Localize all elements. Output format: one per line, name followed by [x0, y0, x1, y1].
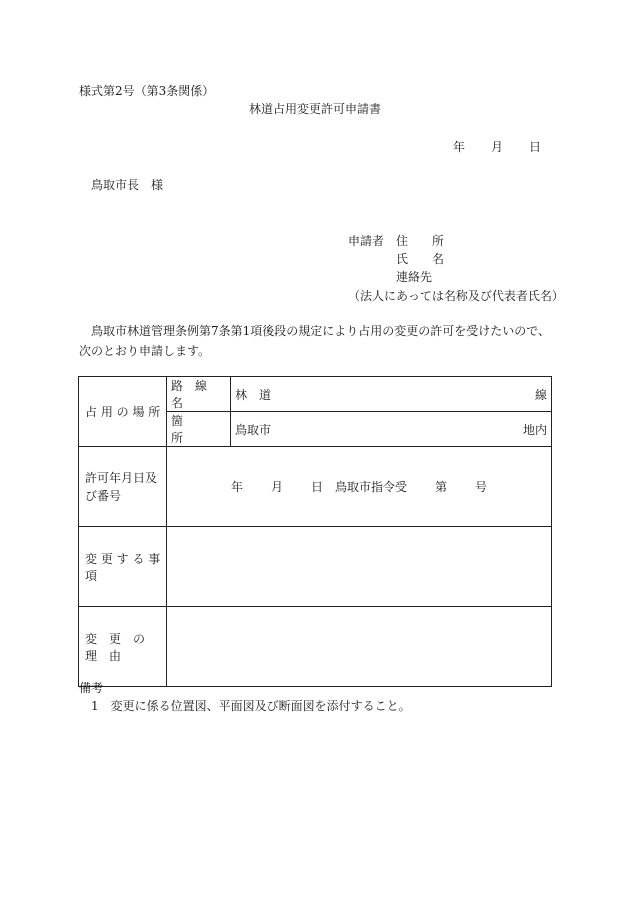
route-name-field[interactable] [231, 377, 552, 412]
addressee: 鳥取市長 様 [91, 178, 164, 192]
date-day: 日 [529, 140, 542, 154]
remarks-item: 1 変更に係る位置図、平面図及び断面図を添付すること。 [91, 699, 411, 713]
applicant-contact-label: 連絡先 [396, 270, 433, 284]
permit-date-number-field[interactable] [167, 447, 552, 527]
form-number-label: 様式第2号（第3条関係） [79, 84, 215, 98]
permit-no-prefix: 第 [435, 480, 448, 494]
permit-no-suffix: 号 [475, 480, 488, 494]
remarks-heading: 備考 [79, 681, 104, 695]
location-suffix: 地内 [522, 422, 547, 437]
permit-year: 年 [230, 480, 243, 494]
date-line [453, 138, 541, 155]
permit-directive: 鳥取市指令受 [335, 480, 408, 494]
route-suffix: 線 [534, 387, 547, 402]
date-month: 月 [491, 140, 504, 154]
route-name-label: 路 線 名 [167, 377, 231, 412]
location-field[interactable] [231, 412, 552, 447]
occupancy-place-label: 占 用 の 場 所 [79, 377, 167, 447]
document-title: 林道占用変更許可申請書 [248, 102, 381, 116]
applicant-corporate-note: （法人にあっては名称及び代表者氏名） [348, 289, 564, 303]
location-prefix: 鳥取市 [235, 422, 272, 437]
applicant-role-label: 申請者 [348, 234, 385, 248]
application-form-table [78, 376, 552, 687]
change-reason-label: 変 更 の 理 由 [79, 607, 167, 687]
permit-month: 月 [270, 480, 283, 494]
application-statement: 鳥取市林道管理条例第7条第1項後段の規定により占用の変更の許可を受けたいので、次のとおり申請します。 [79, 324, 551, 358]
change-items-field[interactable] [167, 527, 552, 607]
date-year: 年 [453, 140, 466, 154]
permit-line [171, 478, 547, 495]
change-items-label: 変 更 す る 事 項 [79, 527, 167, 607]
applicant-address-label: 住 所 [396, 234, 451, 248]
permit-day: 日 [310, 480, 323, 494]
permit-date-number-label: 許可年月日及び番号 [79, 447, 167, 527]
route-prefix: 林 道 [235, 387, 272, 402]
change-reason-field[interactable] [167, 607, 552, 687]
applicant-name-label: 氏 名 [396, 252, 451, 266]
location-label: 箇 所 [167, 412, 231, 447]
